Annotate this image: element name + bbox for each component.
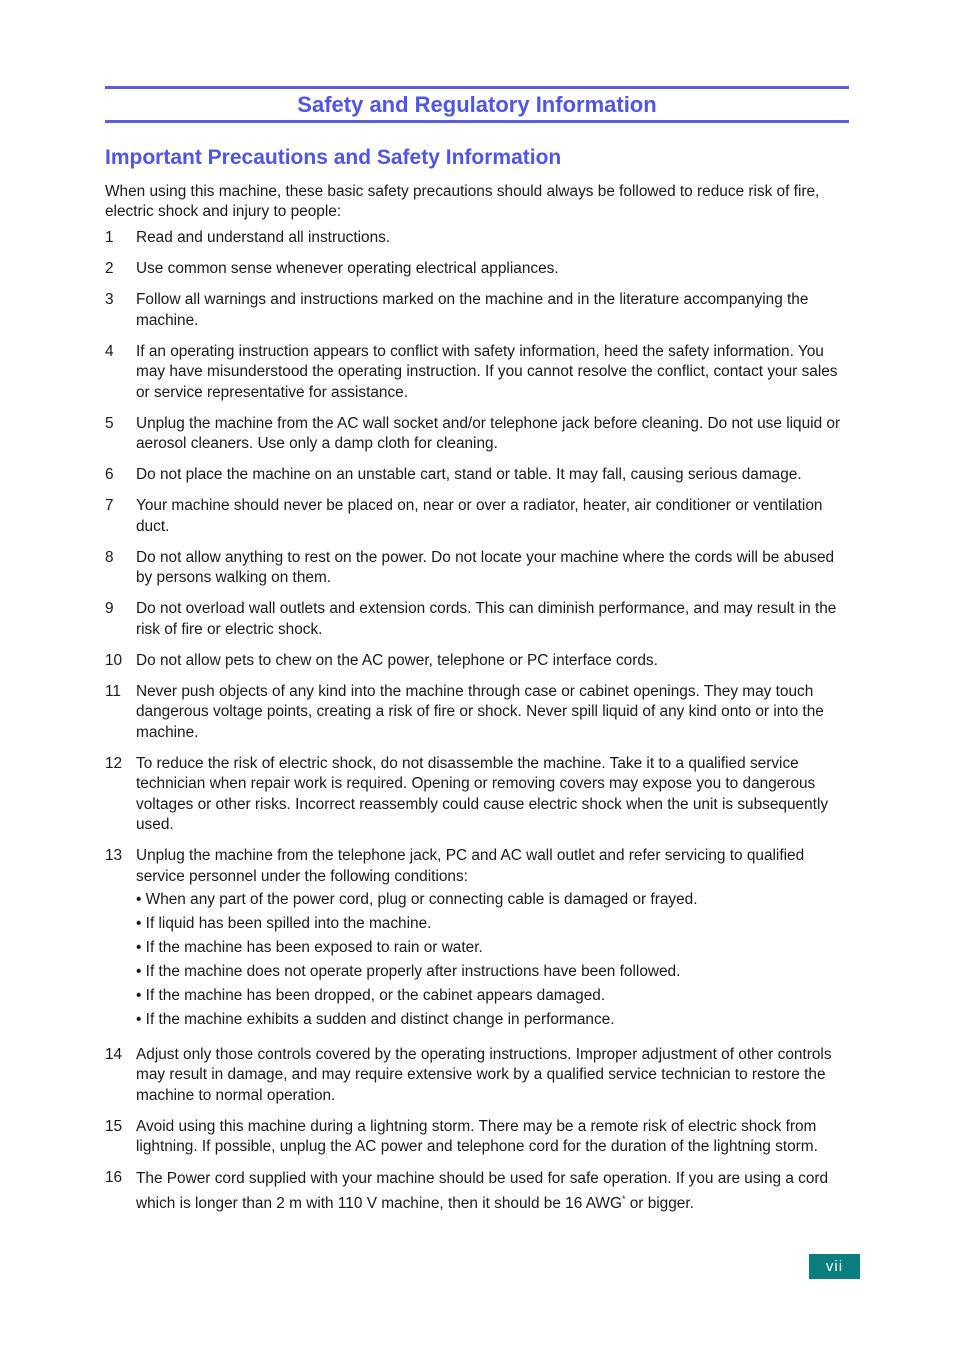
page-number-badge: vii bbox=[809, 1254, 860, 1279]
item-number: 11 bbox=[105, 682, 121, 700]
item-text-wrap bbox=[136, 599, 850, 640]
item-text-part: The Power cord supplied with your machine should be used for safe operation. If you are using a cord which is longer than 2 m with 110 V machine, then it should be 16 AWG bbox=[136, 1170, 829, 1212]
item-text: Do not place the machine on an unstable cart, stand or table. It may fall, causing serious damage. bbox=[136, 466, 802, 483]
list-item-4 bbox=[105, 342, 850, 404]
item-text-wrap bbox=[136, 1117, 850, 1158]
item-number: 16 bbox=[105, 1169, 123, 1186]
item-text: Do not allow pets to chew on the AC power, telephone or PC interface cords. bbox=[136, 651, 658, 669]
item-number: 13 bbox=[105, 847, 123, 864]
list-item-5 bbox=[105, 414, 850, 455]
bullet-item: • If the machine has been dropped, or the cabinet appears damaged. bbox=[136, 987, 606, 1004]
item-text: Unplug the machine from the telephone jack, PC and AC wall outlet and refer servicing to qualified service personnel under the following conditions: bbox=[136, 847, 805, 885]
item-text-wrap bbox=[136, 342, 850, 404]
item-number: 2 bbox=[105, 260, 114, 277]
list-item-3 bbox=[105, 290, 850, 331]
item-number: 14 bbox=[105, 1045, 123, 1063]
list-item-16 bbox=[105, 1168, 850, 1216]
list-item-15 bbox=[105, 1117, 850, 1158]
item-text-wrap bbox=[136, 846, 850, 1034]
item-text: Read and understand all instructions. bbox=[136, 229, 391, 246]
item-text: Avoid using this machine during a lightning storm. There may be a remote risk of electric shock from lightning. If possible, unplug the AC power and telephone cord for the duration of the lightning storm. bbox=[136, 1117, 818, 1155]
list-item-2 bbox=[105, 259, 850, 280]
list-item-8 bbox=[105, 548, 850, 589]
list-item-10 bbox=[105, 651, 850, 672]
item-number: 15 bbox=[105, 1117, 123, 1135]
item-text-wrap bbox=[136, 682, 850, 744]
item-text-wrap bbox=[136, 465, 850, 486]
item-text: Adjust only those controls covered by the operating instructions. Improper adjustment of other controls may result in damage, and may require extensive work by a qualified service technician to restore the machine to normal operation. bbox=[136, 1045, 832, 1104]
section-heading: Important Precautions and Safety Information bbox=[105, 146, 562, 169]
item-text-wrap bbox=[136, 290, 850, 331]
list-item-9 bbox=[105, 599, 850, 640]
item-text: Do not overload wall outlets and extension cords. This can diminish performance, and may result in the risk of fire or electric shock. bbox=[136, 600, 837, 638]
list-item-14 bbox=[105, 1045, 850, 1107]
title-bar bbox=[105, 86, 849, 123]
item-text: Follow all warnings and instructions marked on the machine and in the literature accompanying the machine. bbox=[136, 291, 809, 329]
list-item-11 bbox=[105, 682, 850, 744]
bullet-item: • If the machine exhibits a sudden and distinct change in performance. bbox=[136, 1011, 615, 1028]
item-text: Your machine should never be placed on, near or over a radiator, heater, air conditioner or ventilation duct. bbox=[136, 497, 823, 535]
item-text-wrap bbox=[136, 548, 850, 589]
item-number: 9 bbox=[105, 600, 114, 617]
item-text: Do not allow anything to rest on the power. Do not locate your machine where the cords will be abused by persons walking on them. bbox=[136, 548, 835, 586]
item-text-wrap bbox=[136, 414, 850, 455]
item-number: 4 bbox=[105, 342, 114, 360]
precautions-list bbox=[105, 228, 850, 1227]
item-number: 5 bbox=[105, 414, 114, 432]
item-text-wrap bbox=[136, 1045, 850, 1107]
bullet-item: • When any part of the power cord, plug or connecting cable is damaged or frayed. bbox=[136, 891, 698, 908]
list-item-1 bbox=[105, 228, 850, 249]
item-number: 3 bbox=[105, 291, 114, 308]
item-text-wrap bbox=[136, 754, 850, 836]
item-text: Use common sense whenever operating electrical appliances. bbox=[136, 260, 559, 277]
item-number: 6 bbox=[105, 466, 114, 483]
item-number: 8 bbox=[105, 548, 114, 566]
bullet-item: • If the machine has been exposed to rain or water. bbox=[136, 939, 483, 956]
item-text-wrap bbox=[136, 496, 850, 537]
item-text: Never push objects of any kind into the machine through case or cabinet openings. They may touch dangerous voltage points, creating a risk of fire or shock. Never spill liquid of any kind onto or into the machine. bbox=[136, 682, 824, 741]
item-number: 12 bbox=[105, 754, 123, 772]
item-number: 10 bbox=[105, 651, 123, 669]
list-item-12 bbox=[105, 754, 850, 836]
list-item-13 bbox=[105, 846, 850, 1034]
page-title: Safety and Regulatory Information bbox=[297, 91, 657, 117]
intro-paragraph: When using this machine, these basic safety precautions should always be followed to reduce risk of fire, electric shock and injury to people: bbox=[105, 183, 820, 220]
item-text-part: or bigger. bbox=[625, 1195, 694, 1212]
bullet-item: • If the machine does not operate properly after instructions have been followed. bbox=[136, 963, 681, 980]
item-number: 1 bbox=[105, 229, 114, 246]
item-text: To reduce the risk of electric shock, do not disassemble the machine. Take it to a qualified service technician when repair work is required. Opening or removing covers may expose you to dangerous voltages or other risks. Incorrect reassembly could cause electric shock when the unit is subsequently used. bbox=[136, 754, 829, 833]
list-item-6 bbox=[105, 465, 850, 486]
item-text bbox=[136, 1166, 850, 1216]
condition-bullets bbox=[136, 890, 850, 1031]
item-text: If an operating instruction appears to conflict with safety information, heed the safety information. You may have misunderstood the operating instruction. If you cannot resolve the conflict, contact your sales or service representative for assistance. bbox=[136, 342, 838, 401]
footnote-mark: * bbox=[621, 1193, 626, 1204]
item-text-wrap bbox=[136, 228, 850, 249]
item-number: 7 bbox=[105, 497, 114, 514]
list-item-7 bbox=[105, 496, 850, 537]
item-text-wrap bbox=[136, 259, 850, 280]
bullet-item: • If liquid has been spilled into the machine. bbox=[136, 915, 432, 932]
item-text-wrap bbox=[136, 651, 850, 672]
item-text: Unplug the machine from the AC wall socket and/or telephone jack before cleaning. Do not use liquid or aerosol cleaners. Use only a damp cloth for cleaning. bbox=[136, 414, 841, 452]
